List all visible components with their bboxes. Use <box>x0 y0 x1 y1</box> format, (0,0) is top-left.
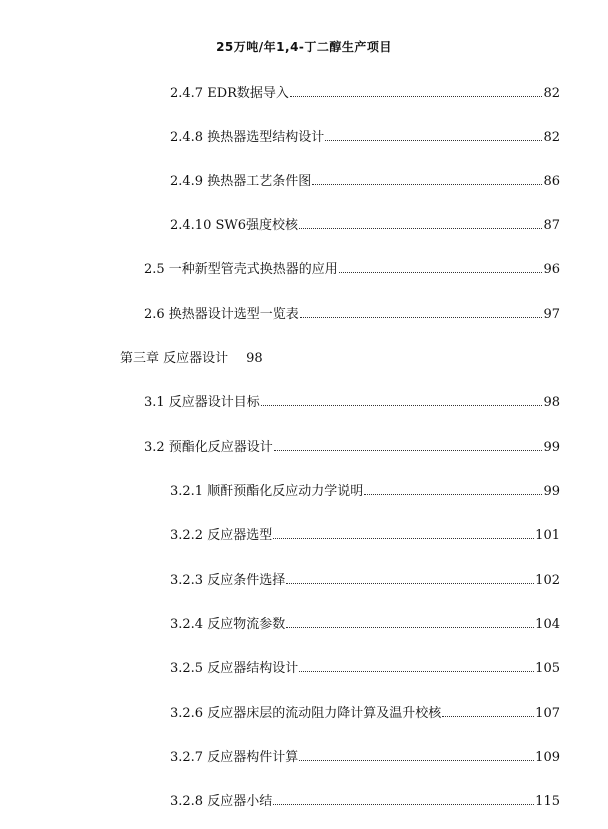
toc-entry[interactable] <box>144 440 560 456</box>
toc-page-number: 97 <box>543 307 560 322</box>
toc-page-number: 98 <box>246 351 263 366</box>
toc-leader-dots <box>299 671 534 672</box>
toc-entry[interactable] <box>170 174 560 190</box>
toc-leader-dots <box>300 317 543 318</box>
toc-leader-dots <box>312 184 542 185</box>
toc-leader-dots <box>364 494 542 495</box>
toc-entry[interactable] <box>170 706 560 722</box>
toc-entry[interactable] <box>144 307 560 323</box>
toc-entry-label: 3.2.6 反应器床层的流动阻力降计算及温升校核 <box>170 706 442 721</box>
toc-leader-dots <box>325 140 542 141</box>
toc-leader-dots <box>273 804 534 805</box>
toc-entry[interactable] <box>170 661 560 677</box>
toc-entry-label: 3.2.4 反应物流参数 <box>170 617 286 632</box>
toc-leader-dots <box>286 627 534 628</box>
toc-page-number: 98 <box>543 395 560 410</box>
toc-leader-dots <box>274 450 543 451</box>
toc-entry[interactable] <box>170 617 560 633</box>
toc-entry-label: 3.2.7 反应器构件计算 <box>170 750 299 765</box>
toc-page-number: 82 <box>543 130 560 145</box>
toc-entry[interactable] <box>170 573 560 589</box>
toc-entry-label: 3.2.3 反应条件选择 <box>170 573 286 588</box>
toc-page-number: 115 <box>535 794 560 809</box>
toc-page-number: 99 <box>543 440 560 455</box>
toc-entry-label: 3.2 预酯化反应器设计 <box>144 440 273 455</box>
toc-entry[interactable] <box>170 86 560 102</box>
toc-entry[interactable] <box>170 794 560 810</box>
toc-entry-label: 2.4.9 换热器工艺条件图 <box>170 174 312 189</box>
toc-entry[interactable] <box>170 528 560 544</box>
toc-page-number: 109 <box>535 750 560 765</box>
toc-page-number: 101 <box>535 528 560 543</box>
toc-leader-dots <box>290 96 543 97</box>
page-header-title: 25万吨/年1,4-丁二醇生产项目 <box>216 40 392 54</box>
toc-page-number: 102 <box>535 573 560 588</box>
toc-entry-label: 3.1 反应器设计目标 <box>144 395 260 410</box>
toc-leader-dots <box>299 228 542 229</box>
toc-entry[interactable] <box>170 130 560 146</box>
toc-entry-label: 3.2.8 反应器小结 <box>170 794 273 809</box>
toc-entry[interactable] <box>170 218 560 234</box>
toc-chapter-entry[interactable] <box>120 351 263 367</box>
toc-entry[interactable] <box>144 262 560 278</box>
toc-entry-label: 2.4.8 换热器选型结构设计 <box>170 130 325 145</box>
toc-entry-label: 2.5 一种新型管壳式换热器的应用 <box>144 262 338 277</box>
toc-leader-dots <box>299 760 534 761</box>
toc-page-number: 96 <box>543 262 560 277</box>
toc-page-number: 82 <box>543 86 560 101</box>
toc-entry-label: 3.2.2 反应器选型 <box>170 528 273 543</box>
toc-entry-label: 2.4.10 SW6强度校核 <box>170 218 299 233</box>
toc-leader-dots <box>339 272 543 273</box>
toc-entry[interactable] <box>170 750 560 766</box>
toc-page-number: 105 <box>535 661 560 676</box>
toc-leader-dots <box>261 405 543 406</box>
toc-page-number: 104 <box>535 617 560 632</box>
toc-entry[interactable] <box>144 395 560 411</box>
toc-page-number: 99 <box>543 484 560 499</box>
toc-leader-dots <box>442 716 534 717</box>
toc-entry-label: 3.2.1 顺酐预酯化反应动力学说明 <box>170 484 364 499</box>
toc-leader-dots <box>286 583 534 584</box>
toc-chapter-label: 第三章 反应器设计 <box>120 351 229 366</box>
toc-page-number: 87 <box>543 218 560 233</box>
toc-page-number: 86 <box>543 174 560 189</box>
toc-entry-label: 3.2.5 反应器结构设计 <box>170 661 299 676</box>
toc-entry-label: 2.6 换热器设计选型一览表 <box>144 307 299 322</box>
toc-page-number: 107 <box>535 706 560 721</box>
toc-entry-label: 2.4.7 EDR数据导入 <box>170 86 289 101</box>
toc-leader-dots <box>273 538 534 539</box>
toc-entry[interactable] <box>170 484 560 500</box>
